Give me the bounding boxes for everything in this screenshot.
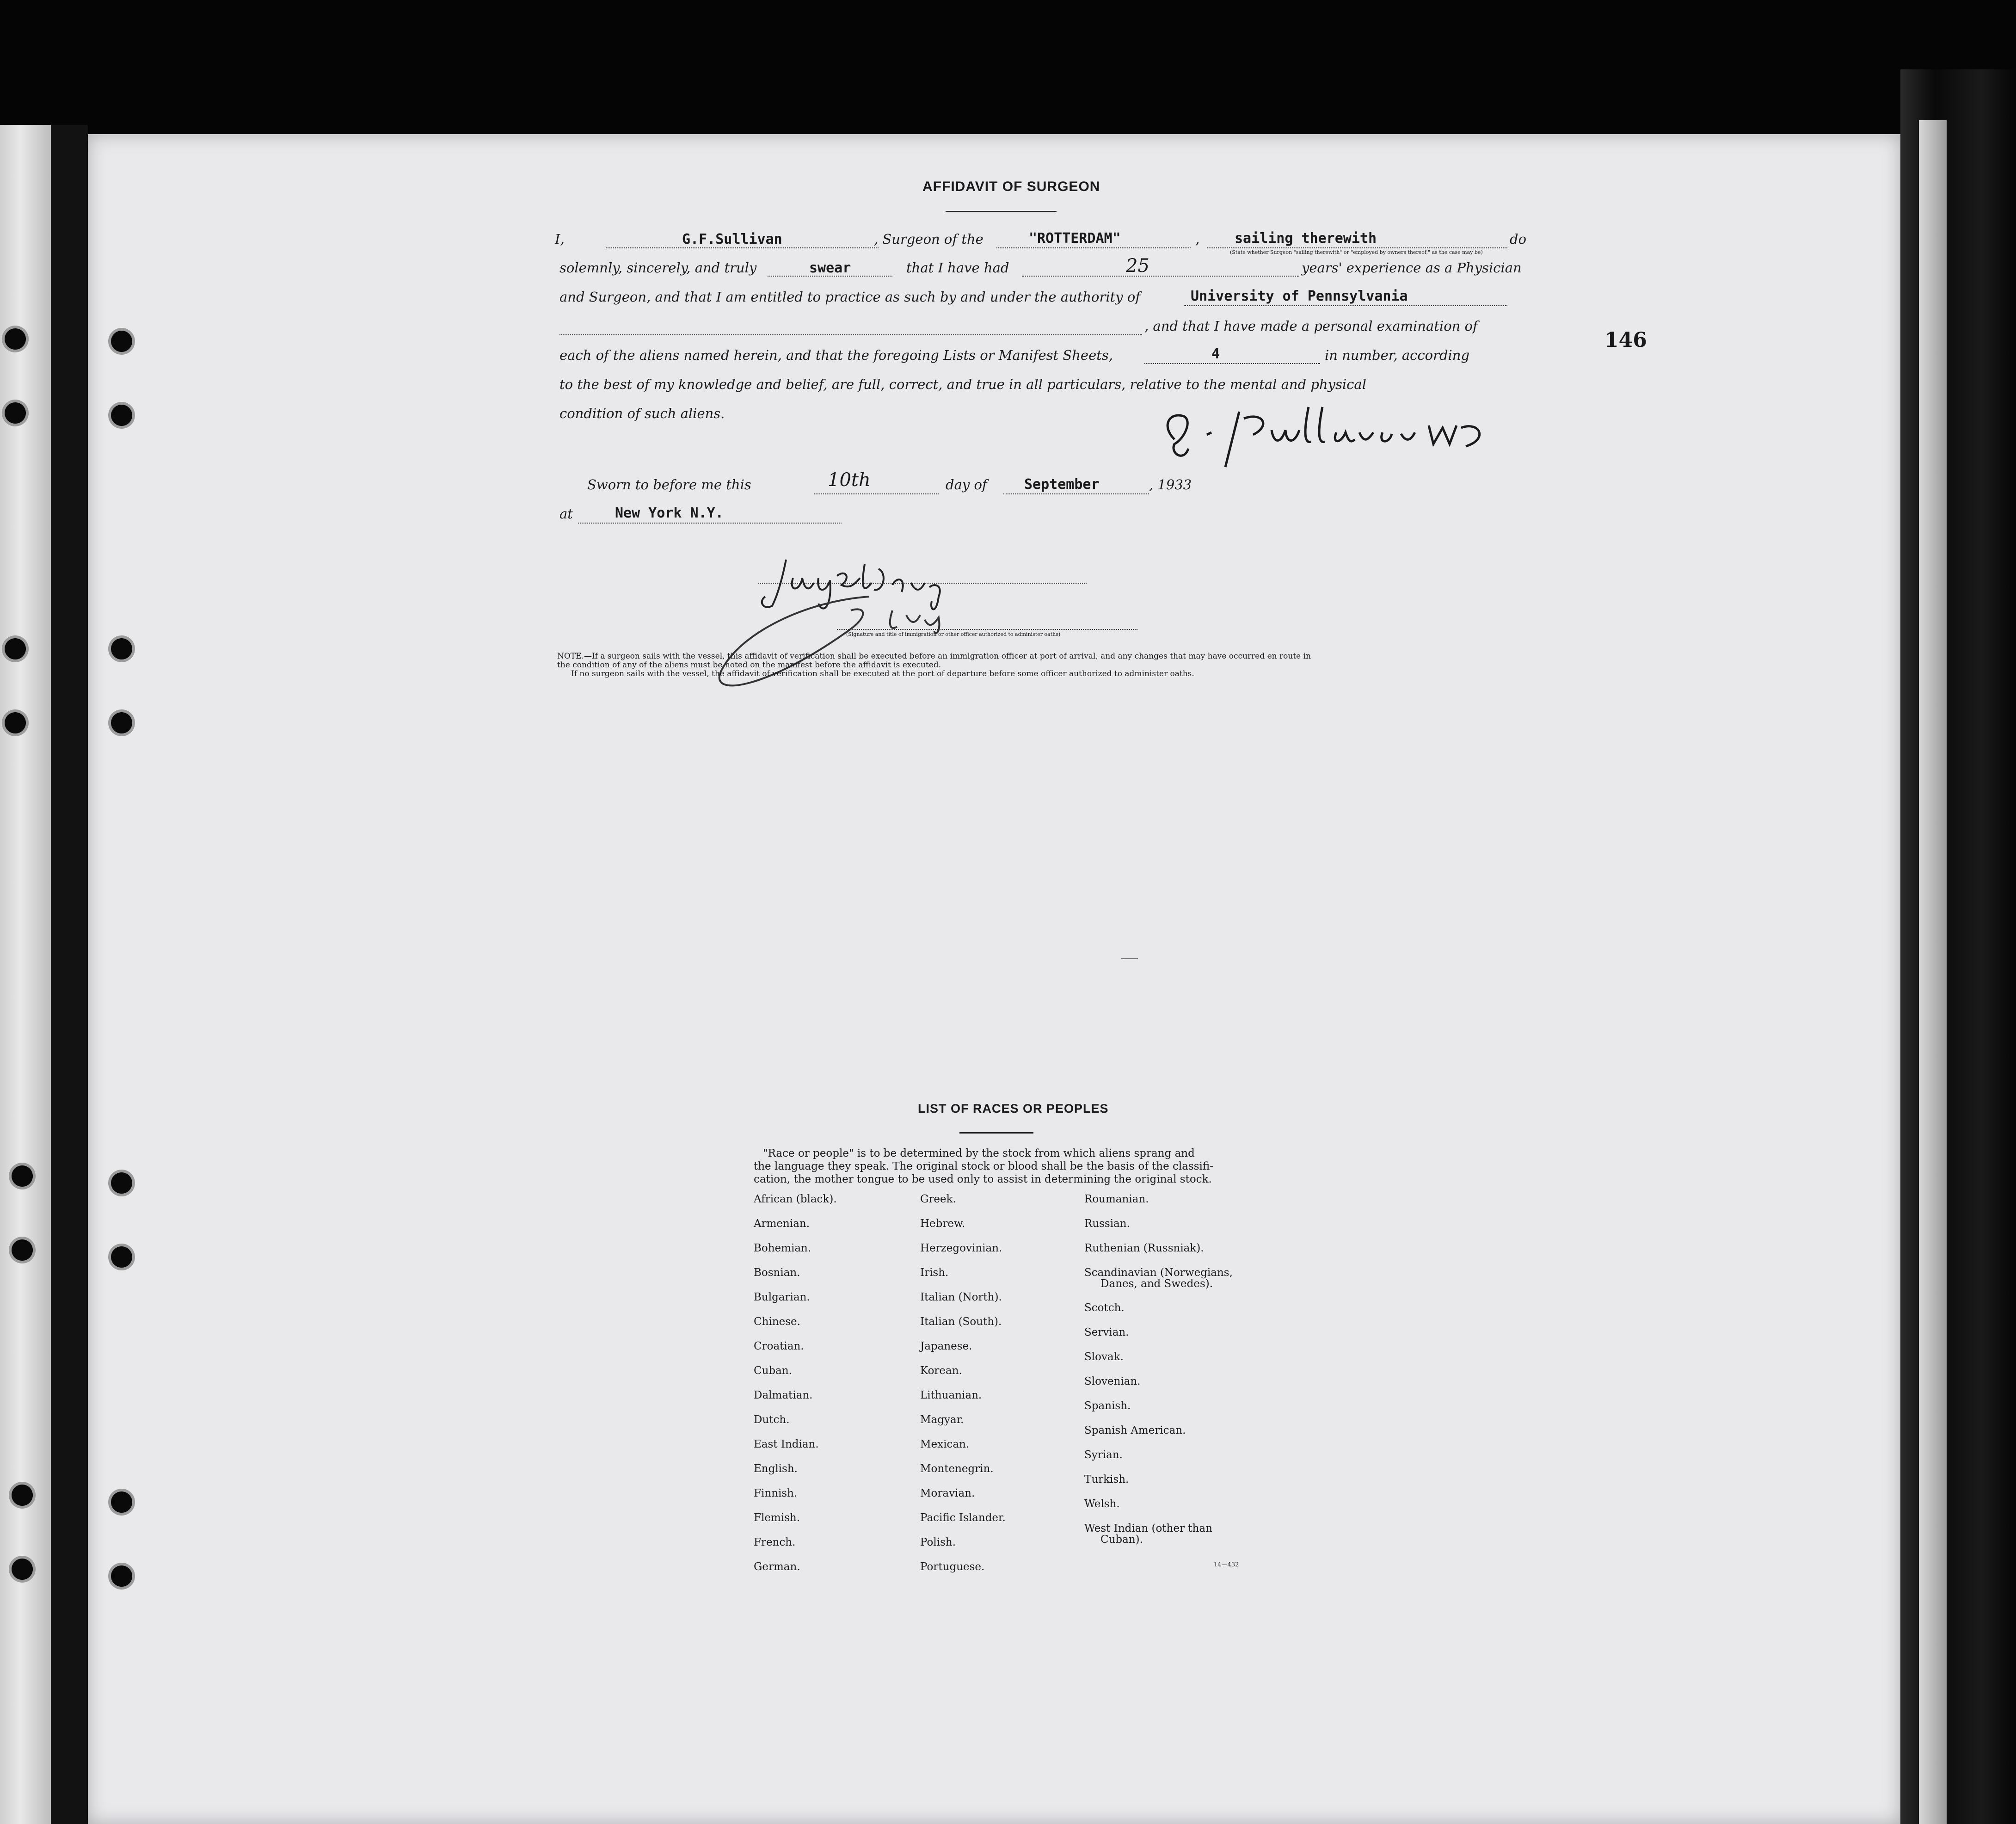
line4: , and that I have made a personal examination of	[1144, 318, 1478, 334]
authority: University of Pennsylvania	[1191, 288, 1408, 304]
signature-caption: (Signature and title of immigration or other officer authorized to administer oaths)	[846, 631, 1061, 637]
oath-word: swear	[809, 260, 851, 276]
scan-right-border	[1900, 69, 2016, 1824]
races-intro-1: "Race or people" is to be determined by the stock from which aliens sprang and	[763, 1147, 1195, 1159]
race-item: Moravian.	[920, 1487, 975, 1499]
officer-title-text	[892, 615, 895, 616]
line1-i: I,	[555, 231, 565, 247]
race-item: Slovenian.	[1084, 1375, 1141, 1387]
race-item: Italian (South).	[920, 1316, 1002, 1328]
race-item: African (black).	[754, 1193, 837, 1205]
race-item: West Indian (other than	[1084, 1522, 1212, 1534]
surgeon-name-line	[606, 247, 879, 248]
place-line	[578, 523, 842, 524]
race-item: Dalmatian.	[754, 1389, 813, 1401]
race-item: Pacific Islander.	[920, 1512, 1006, 1524]
race-item: Armenian.	[754, 1218, 810, 1230]
race-item: Welsh.	[1084, 1498, 1120, 1510]
race-item: Greek.	[920, 1193, 956, 1205]
race-item: Danes, and Swedes).	[1100, 1278, 1213, 1290]
binder-hole	[111, 405, 132, 426]
authority-line-2	[559, 334, 1142, 335]
month-line	[1003, 493, 1149, 494]
binder-hole	[12, 1239, 33, 1261]
race-item: Polish.	[920, 1536, 956, 1548]
sworn-b: day of	[946, 477, 987, 493]
race-item: French.	[754, 1536, 796, 1548]
sailing-line	[1207, 247, 1507, 248]
race-item: English.	[754, 1463, 798, 1475]
race-item: Scandinavian (Norwegians,	[1084, 1267, 1233, 1279]
officer-signature-text	[763, 569, 770, 570]
binder-hole	[111, 1491, 132, 1513]
race-item: Magyar.	[920, 1414, 964, 1426]
line2-a: solemnly, sincerely, and truly	[559, 260, 757, 276]
surgeon-signature-text	[1161, 412, 1169, 413]
at-label: at	[559, 506, 573, 522]
scan-top-border	[0, 0, 2016, 134]
binder-hole	[111, 1565, 132, 1587]
race-item: Spanish.	[1084, 1400, 1131, 1412]
line3-a: and Surgeon, and that I am entitled to practice as such by and under the authority of	[559, 289, 1141, 305]
races-intro-2: the language they speak. The original stock or blood shall be the basis of the classifi-	[754, 1160, 1214, 1172]
affidavit-title: AFFIDAVIT OF SURGEON	[922, 179, 1100, 194]
vessel-line	[996, 247, 1191, 248]
line1-do: do	[1510, 231, 1527, 247]
sheets-line	[1144, 363, 1320, 364]
day-line	[814, 493, 939, 494]
race-item: Lithuanian.	[920, 1389, 982, 1401]
race-item: Cuban).	[1100, 1534, 1143, 1546]
title-underline	[946, 211, 1057, 212]
race-item: Korean.	[920, 1365, 962, 1377]
race-item: Bohemian.	[754, 1242, 811, 1254]
binder-hole	[111, 1172, 132, 1194]
binder-hole	[111, 1246, 132, 1268]
race-item: Slovak.	[1084, 1351, 1124, 1363]
race-item: Japanese.	[920, 1340, 972, 1352]
binder-hole	[5, 402, 26, 424]
race-item: Ruthenian (Russniak).	[1084, 1242, 1204, 1254]
race-item: Servian.	[1084, 1326, 1129, 1338]
race-item: Irish.	[920, 1267, 949, 1279]
vessel-name: "ROTTERDAM"	[1029, 230, 1121, 246]
race-item: Croatian.	[754, 1340, 804, 1352]
officer-title-line	[837, 629, 1137, 630]
page-number: 146	[1604, 328, 1647, 352]
sheets-count: 4	[1211, 346, 1220, 362]
races-title-underline	[959, 1132, 1033, 1134]
race-item: Scotch.	[1084, 1302, 1125, 1314]
years: 25	[1126, 255, 1149, 277]
binder-hole	[111, 331, 132, 352]
sworn-a: Sworn to before me this	[587, 477, 751, 493]
race-item: Portuguese.	[920, 1561, 985, 1573]
line1-surgeon-of: , Surgeon of the	[874, 231, 983, 247]
line6: to the best of my knowledge and belief, are full, correct, and true in all particulars, relative to the mental and physical	[559, 376, 1366, 392]
binder-hole	[111, 638, 132, 659]
note-line-3: If no surgeon sails with the vessel, the affidavit of verification shall be executed at the port of departure before some officer authorized to administer oaths.	[571, 669, 1194, 678]
sworn-day: 10th	[828, 469, 871, 491]
sailing-note: (State whether Surgeon "sailing therewith" or "employed by owners thereof," as the case may be)	[1230, 249, 1483, 255]
race-item: Spanish American.	[1084, 1424, 1186, 1436]
surgeon-signature	[1156, 393, 1507, 472]
sworn-year: , 1933	[1149, 477, 1192, 493]
race-item: German.	[754, 1561, 800, 1573]
binder-hole	[12, 1559, 33, 1580]
comma: ,	[1195, 231, 1200, 247]
race-item: East Indian.	[754, 1438, 819, 1450]
race-item: Hebrew.	[920, 1218, 965, 1230]
authority-line	[1184, 305, 1507, 306]
binder-hole	[12, 1165, 33, 1187]
race-item: Cuban.	[754, 1365, 792, 1377]
line2-b: that I have had	[906, 260, 1009, 276]
stray-mark	[1121, 958, 1138, 959]
race-item: Mexican.	[920, 1438, 970, 1450]
binder-hole	[5, 638, 26, 659]
manifest-page	[88, 134, 1900, 1824]
race-item: Dutch.	[754, 1414, 790, 1426]
line5-b: in number, according	[1325, 347, 1470, 363]
binder-hole	[5, 712, 26, 733]
race-item: Turkish.	[1084, 1473, 1129, 1485]
races-intro-3: cation, the mother tongue to be used only to assist in determining the original stock.	[754, 1173, 1212, 1185]
sworn-month: September	[1024, 476, 1100, 493]
line7: condition of such aliens.	[559, 406, 725, 421]
race-item: Russian.	[1084, 1218, 1130, 1230]
years-line	[1022, 276, 1299, 277]
races-title: LIST OF RACES OR PEOPLES	[918, 1102, 1109, 1115]
page-edge	[1919, 120, 1947, 1824]
place: New York N.Y.	[615, 505, 724, 521]
race-item: Chinese.	[754, 1316, 800, 1328]
binding-gap	[51, 125, 88, 1824]
sailing-status: sailing therewith	[1235, 230, 1377, 246]
surgeon-name: G.F.Sullivan	[682, 231, 782, 247]
line2-c: years' experience as a Physician	[1302, 260, 1522, 276]
race-item: Herzegovinian.	[920, 1242, 1002, 1254]
note-line-1: NOTE.—If a surgeon sails with the vessel, this affidavit of verification shall be executed before an immigration officer at port of arrival, and any changes that may have occurred en route in	[557, 652, 1311, 661]
race-item: Flemish.	[754, 1512, 800, 1524]
note-line-2: the condition of any of the aliens must be noted on the manifest before the affidavit is executed.	[557, 660, 941, 670]
line5-a: each of the aliens named herein, and that the foregoing Lists or Manifest Sheets,	[559, 347, 1113, 363]
binder-hole	[5, 328, 26, 350]
race-item: Bulgarian.	[754, 1291, 810, 1303]
race-item: Roumanian.	[1084, 1193, 1149, 1205]
form-number: 14—432	[1214, 1561, 1239, 1568]
race-item: Italian (North).	[920, 1291, 1002, 1303]
race-item: Bosnian.	[754, 1267, 800, 1279]
binder-hole	[111, 712, 132, 733]
race-item: Montenegrin.	[920, 1463, 994, 1475]
race-item: Syrian.	[1084, 1449, 1123, 1461]
binder-hole	[12, 1485, 33, 1506]
race-item: Finnish.	[754, 1487, 798, 1499]
